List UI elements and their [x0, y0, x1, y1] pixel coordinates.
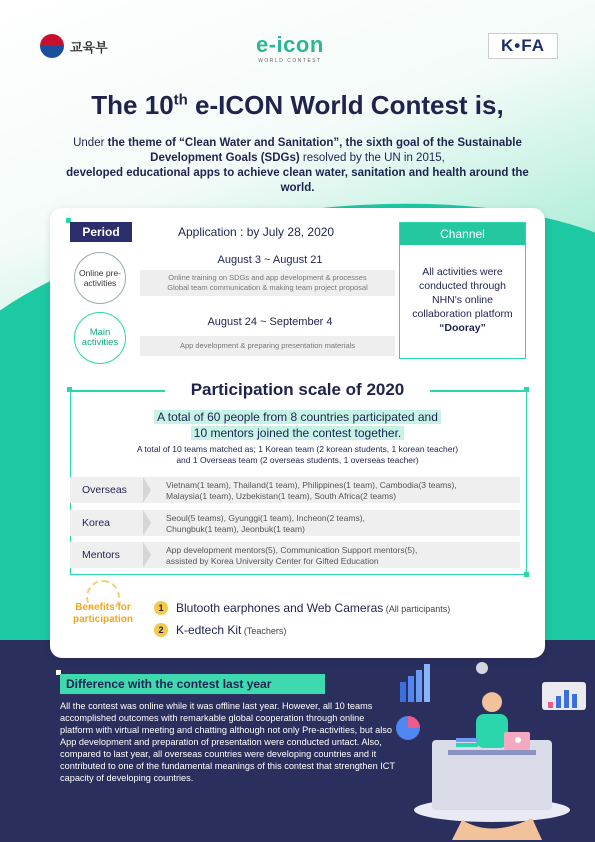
channel-text: All activities were conducted through NHN's online collaboration platform “Dooray”	[412, 266, 513, 334]
main-dates: August 24 ~ September 4	[207, 316, 333, 328]
ministry-label: 교육부	[70, 39, 108, 55]
benefit-text: Blutooth earphones and Web Cameras (All participants)	[176, 601, 451, 615]
row-label: Overseas	[70, 477, 150, 503]
scale-highlight-line: A total of 60 people from 8 countries participated and	[154, 410, 441, 424]
scale-title: Participation scale of 2020	[190, 380, 405, 399]
desk-icon	[448, 750, 536, 755]
scale-row-mentors	[70, 542, 520, 568]
scale-highlight-line: 10 mentors joined the contest together.	[191, 426, 404, 440]
row-label: Mentors	[70, 542, 150, 568]
online-work-illustration	[392, 660, 592, 842]
bar-icon	[400, 682, 406, 702]
benefit-item	[154, 623, 286, 637]
row-text-line: Vietnam(1 team), Thailand(1 team), Philippines(1 team), Cambodia(3 teams),	[166, 480, 457, 490]
benefit-text: K-edtech Kit (Teachers)	[176, 623, 287, 637]
taegeuk-icon	[40, 34, 64, 58]
corner-marker	[524, 387, 529, 392]
person-head	[482, 692, 502, 712]
bar-icon	[556, 696, 561, 708]
online-detail	[140, 270, 395, 296]
frame-line	[70, 390, 165, 392]
scale-subtext	[90, 444, 505, 466]
channel-heading: Channel	[400, 223, 525, 245]
main-activities-circle	[74, 312, 126, 364]
row-text-line: Malaysia(1 team), Uzbekistan(1 team), South Africa(2 teams)	[166, 490, 397, 501]
eicon-logo	[256, 32, 324, 64]
online-pre-activities-label: Online pre-activities	[78, 268, 122, 288]
bar-icon	[416, 670, 422, 702]
online-dates: August 3 ~ August 21	[217, 254, 323, 266]
frame-line	[430, 390, 527, 392]
channel-box	[399, 222, 526, 359]
row-text-line: Chungbuk(1 team), Jeonbuk(1 team)	[166, 523, 305, 534]
kofa-logo: K•FA	[488, 33, 558, 59]
online-detail-line: Online training on SDGs and app development & processes	[168, 273, 367, 282]
row-text-line: Seoul(5 teams), Gyunggi(1 team), Incheon(2 teams),	[166, 513, 365, 523]
bar-icon	[548, 702, 553, 708]
bar-icon	[564, 690, 569, 708]
pie-slice-icon	[408, 716, 420, 728]
online-detail-line: Global team communication & making team project proposal	[167, 283, 368, 292]
corner-marker	[524, 572, 529, 577]
benefit-item	[154, 601, 450, 615]
scale-row-korea	[70, 510, 520, 536]
period-tag: Period	[70, 222, 132, 242]
application-deadline: Application : by July 28, 2020	[178, 225, 335, 239]
difference-tag: Difference with the contest last year	[60, 674, 325, 694]
cloud-icon	[476, 662, 488, 674]
row-text-line: assisted by Korea University Center for Gifted Education	[166, 555, 379, 566]
laptop-logo	[515, 737, 521, 743]
row-label: Korea	[70, 510, 150, 536]
intro-text: Under the theme of “Clean Water and Sanitation”, the sixth goal of the Sustainable Development Goals (SDGs) resolved by the UN in 2015, developed educational apps to achieve clean water, sanitation and health around the world.	[66, 137, 529, 194]
difference-text: All the contest was online while it was offline last year. However, all 10 teams accomplished outcomes with remarkable global cooperation through online platform with virtual meeting and chatting although not only Pre-activities, but also App development and preparation of presentation were conducted untact. Also, compared to last year, all overseas countries were developing countries and it contributed to one of the fundamental meanings of this contest that strengthen ICT capacity of developing countries.	[60, 701, 395, 783]
online-pre-activities-circle	[74, 252, 126, 304]
corner-marker	[67, 387, 72, 392]
eicon-logo-subtext: WORLD CONTEST	[258, 58, 322, 64]
bar-icon	[408, 676, 414, 702]
row-text	[166, 513, 522, 534]
book-icon	[456, 743, 478, 747]
row-text-line: App development mentors(5), Communication Support mentors(5),	[166, 545, 418, 555]
book-icon	[456, 738, 478, 742]
scale-highlight	[90, 409, 505, 441]
main-detail: App development & preparing presentation materials	[140, 336, 395, 356]
scale-sub-line: A total of 10 teams matched as; 1 Korean team (2 korean students, 1 korean teacher)	[136, 444, 459, 454]
scale-row-overseas	[70, 477, 520, 503]
ministry-logo	[40, 34, 108, 58]
bar-icon	[572, 694, 577, 708]
benefits-badge: Benefits for participation	[72, 602, 133, 625]
bar-icon	[424, 664, 430, 702]
number-badge: 1	[154, 601, 168, 615]
scale-sub-line: and 1 Overseas team (2 overseas students, 1 overseas teacher)	[176, 455, 419, 465]
page-title: The 10th e-ICON World Contest is,	[91, 90, 504, 120]
header-logos	[0, 28, 595, 64]
row-text	[166, 545, 522, 566]
eicon-logo-text: e-icon	[256, 32, 324, 57]
row-text	[166, 480, 522, 501]
main-activities-label: Main activities	[81, 327, 119, 348]
number-badge: 2	[154, 623, 168, 637]
person-body	[476, 714, 508, 748]
